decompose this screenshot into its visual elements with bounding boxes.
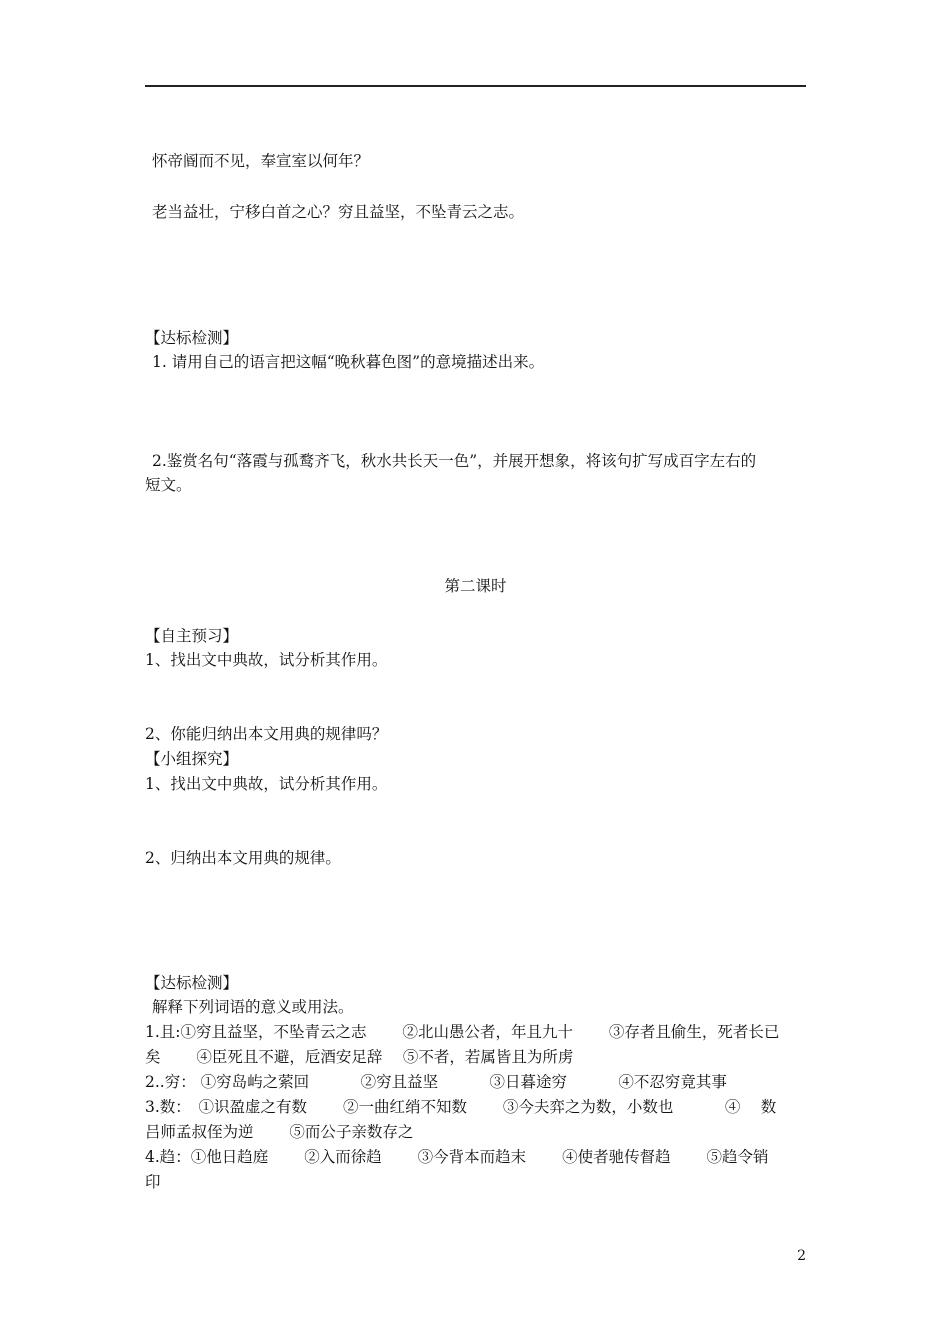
section-heading: 【达标检测】 [145, 974, 239, 992]
exercise-item: 3.数： ①识盈虚之有数 ②一曲红绡不知数 ③今夫弈之为数，小数也 ④ 数 [145, 1098, 777, 1116]
text-line: 怀帝阍而不见，奉宣室以何年？ [152, 152, 370, 170]
exercise-item: 4.趋：①他日趋庭 ②入而徐趋 ③今背本而趋末 ④使者驰传督趋 ⑤趋令销 [145, 1148, 769, 1166]
section-heading: 【达标检测】 [145, 329, 239, 347]
exercise-item: 2..穷： ①穷岛屿之萦回 ②穷且益坚 ③日暮途穷 ④不忍穷竟其事 [145, 1073, 727, 1091]
question-continuation: 短文。 [145, 476, 192, 494]
question: 1、找出文中典故，试分析其作用。 [145, 775, 388, 793]
question: 2、归纳出本文用典的规律。 [145, 849, 341, 867]
lesson-title: 第二课时 [444, 577, 507, 595]
question: 2、你能归纳出本文用典的规律吗？ [145, 725, 388, 743]
instruction: 解释下列词语的意义或用法。 [152, 998, 354, 1016]
question: 1、找出文中典故，试分析其作用。 [145, 651, 388, 669]
question: 1. 请用自己的语言把这幅“晚秋暮色图”的意境描述出来。 [152, 353, 545, 371]
exercise-item-continuation: 印 [145, 1173, 161, 1191]
header-rule [145, 85, 806, 87]
exercise-item: 1.且:①穷且益坚，不坠青云之志 ②北山愚公者，年且九十 ③存者且偷生，死者长已 [145, 1023, 780, 1041]
section-heading: 【自主预习】 [145, 627, 239, 645]
section-heading: 【小组探究】 [145, 750, 239, 768]
page-number: 2 [797, 1248, 806, 1264]
exercise-item-continuation: 矣 ④臣死且不避，卮酒安足辞 ⑤不者，若属皆且为所虏 [145, 1048, 574, 1066]
question: 2.鉴赏名句“落霞与孤鹜齐飞，秋水共长天一色”，并展开想象，将该句扩写成百字左右的 [152, 452, 757, 470]
exercise-item-continuation: 吕师孟叔侄为逆 ⑤而公子亲数存之 [145, 1123, 414, 1141]
text-line: 老当益壮，宁移白首之心？穷且益坚，不坠青云之志。 [152, 203, 525, 221]
